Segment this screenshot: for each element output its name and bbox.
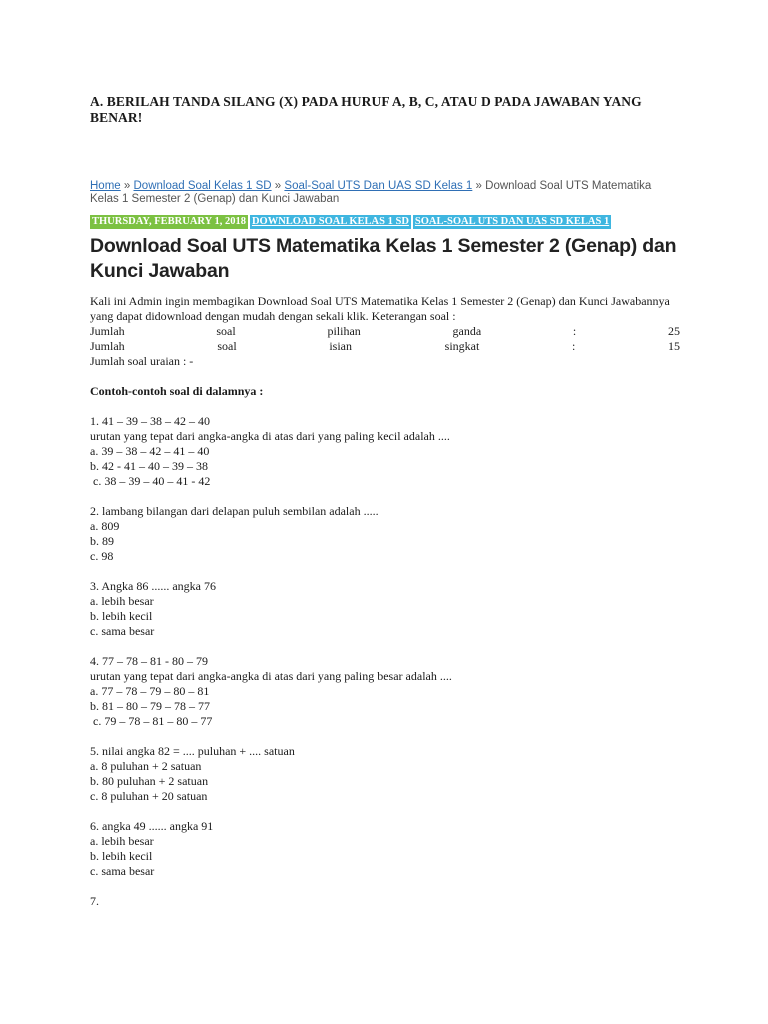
option-a: a. 8 puluhan + 2 satuan [90,759,202,773]
breadcrumb-uts-uas-link[interactable]: Soal-Soal UTS Dan UAS SD Kelas 1 [284,180,473,192]
question-2 [90,504,680,564]
option-b: b. lebih kecil [90,609,153,623]
breadcrumb-separator: » [475,180,482,192]
breadcrumb-home-link[interactable]: Home [90,180,121,192]
info-cell: 25 [667,324,680,338]
info-uraian: Jumlah soal uraian : - [90,354,194,368]
info-cell: Jumlah [90,339,125,353]
option-a: a. lebih besar [90,594,154,608]
question-text: 2. lambang bilangan dari delapan puluh sembilan adalah ..... [90,504,379,518]
question-text: 4. 77 – 78 – 81 - 80 – 79 [90,654,208,668]
label-link-kelas1[interactable]: DOWNLOAD SOAL KELAS 1 SD [251,216,409,227]
info-cell: soal [216,324,236,338]
info-cell: : [572,324,577,338]
question-text: 5. nilai angka 82 = .... puluhan + .... satuan [90,744,295,758]
option-b: b. 89 [90,534,114,548]
option-c: c. 79 – 78 – 81 – 80 – 77 [90,714,213,728]
breadcrumb-separator: » [123,180,131,192]
post-meta [90,215,611,229]
option-c: c. 8 puluhan + 20 satuan [90,789,208,803]
question-4 [90,654,680,729]
breadcrumb-current: Download Soal UTS Matematika Kelas 1 Semester 2 (Genap) dan Kunci Jawaban [90,180,652,205]
intro-paragraph: Kali ini Admin ingin membagikan Download Soal UTS Matematika Kelas 1 Semester 2 (Genap) dan Kunci Jawabannya yang dapat didownload dengan mudah dengan sekali klik. Keterangan soal : [90,294,670,323]
question-subtext: urutan yang tepat dari angka-angka di atas dari yang paling besar adalah .... [90,669,452,683]
info-cell: pilihan [327,324,361,338]
question-text: 6. angka 49 ...... angka 91 [90,819,214,833]
option-a: a. 809 [90,519,120,533]
question-text: 1. 41 – 39 – 38 – 42 – 40 [90,414,210,428]
post-date: THURSDAY, FEBRUARY 1, 2018 [92,216,246,227]
info-cell: : [571,339,576,353]
info-row-pilihan-ganda [90,324,680,339]
examples-heading: Contoh-contoh soal di dalamnya : [90,384,264,398]
option-b: b. 80 puluhan + 2 satuan [90,774,209,788]
info-cell: Jumlah [90,324,125,338]
question-subtext: urutan yang tepat dari angka-angka di atas dari yang paling kecil adalah .... [90,429,450,443]
option-b: b. lebih kecil [90,849,153,863]
breadcrumb-kelas1-link[interactable]: Download Soal Kelas 1 SD [133,180,272,192]
option-c: c. 38 – 39 – 40 – 41 - 42 [90,474,211,488]
question-6 [90,819,680,879]
option-b: b. 42 - 41 – 40 – 39 – 38 [90,459,208,473]
breadcrumb [90,180,680,206]
label-link-uts-uas[interactable]: SOAL-SOAL UTS DAN UAS SD KELAS 1 [414,216,610,227]
option-c: c. sama besar [90,624,155,638]
option-c: c. sama besar [90,864,155,878]
option-a: a. 39 – 38 – 42 – 41 – 40 [90,444,210,458]
info-cell: 15 [667,339,680,353]
question-7-number: 7. [90,894,99,908]
question-text: 3. Angka 86 ...... angka 76 [90,579,216,593]
question-5 [90,744,680,804]
info-cell: ganda [452,324,482,338]
info-cell: singkat [444,339,480,353]
info-cell: soal [217,339,237,353]
option-a: a. 77 – 78 – 79 – 80 – 81 [90,684,210,698]
post-title: Download Soal UTS Matematika Kelas 1 Semester 2 (Genap) dan Kunci Jawaban [90,235,677,282]
info-row-isian-singkat [90,339,680,354]
info-cell: isian [329,339,352,353]
question-3 [90,579,680,639]
section-heading: A. BERILAH TANDA SILANG (X) PADA HURUF A, B, C, ATAU D PADA JAWABAN YANG BENAR! [90,94,642,125]
breadcrumb-separator: » [274,180,282,192]
option-b: b. 81 – 80 – 79 – 78 – 77 [90,699,210,713]
option-a: a. lebih besar [90,834,154,848]
option-c: c. 98 [90,549,114,563]
question-1 [90,414,680,489]
post-content [90,294,680,909]
